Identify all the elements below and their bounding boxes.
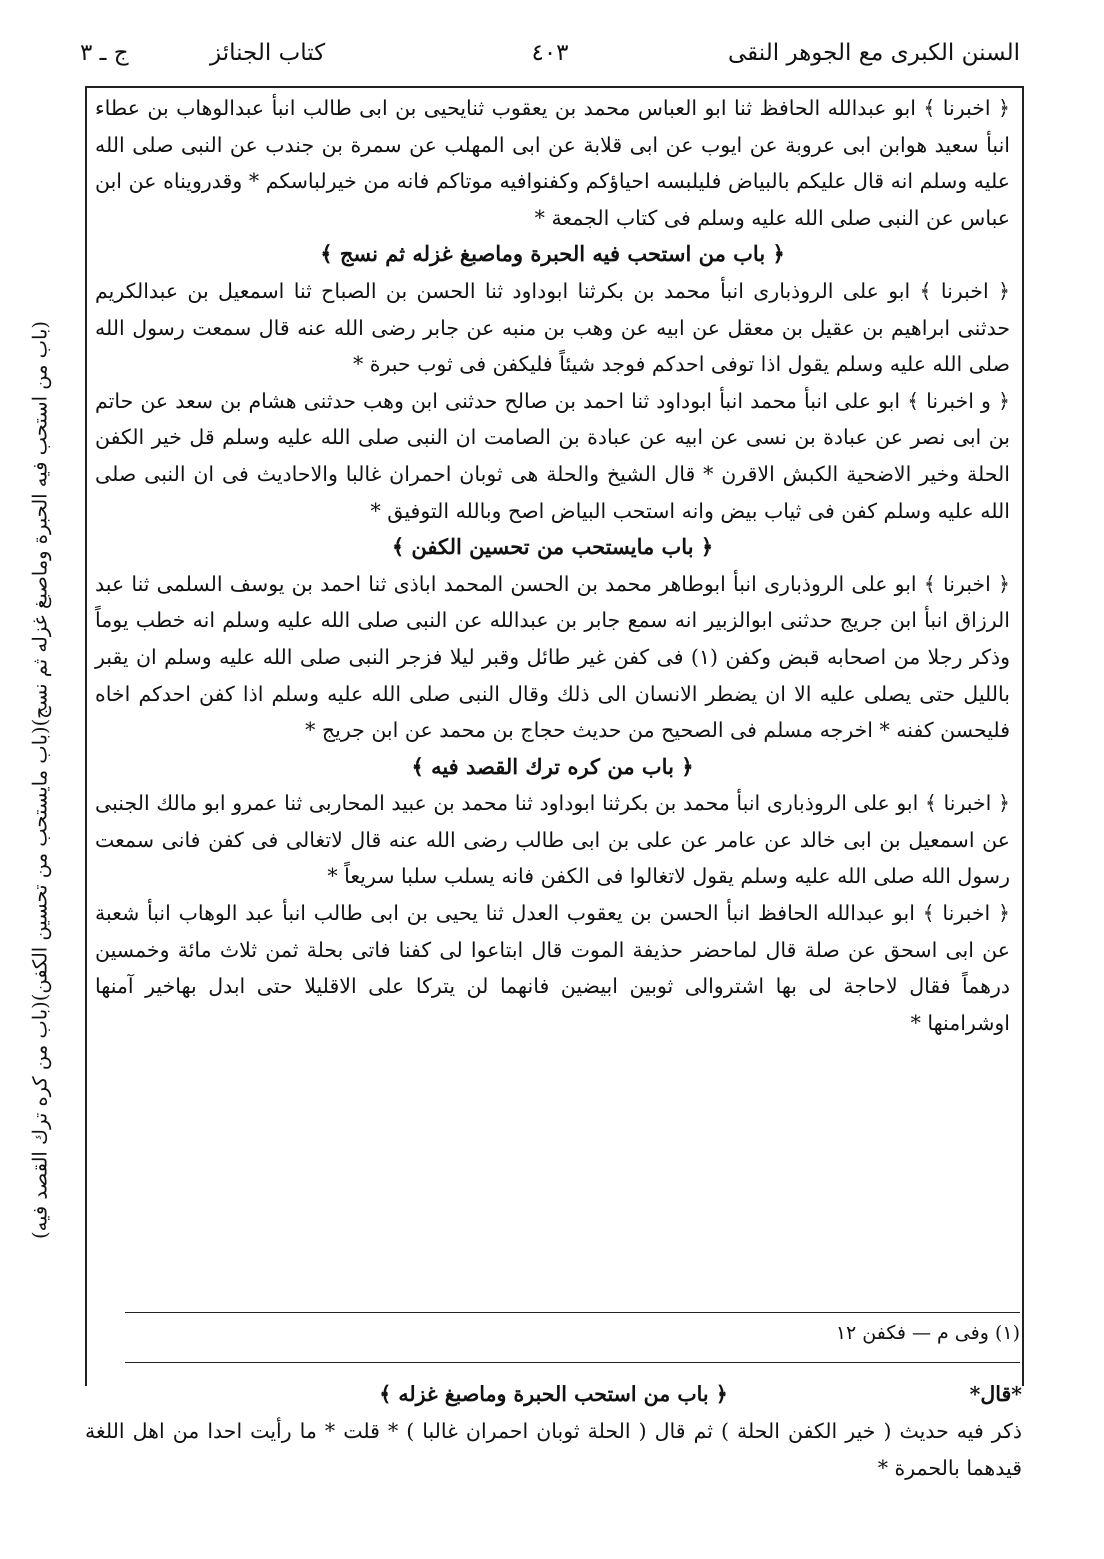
hadith-paragraph: ﴿ اخبرنا ﴾ ابو على الروذبارى انبأ محمد بن بكرثنا ابوداود ثنا محمد بن عبيد المحاربى ثنا عمرو ابو مالك الجنبى عن اسمعيل بن ابى خالد عن عامر عن على بن ابى طالب رضى الله عنه قال لاتغالى فى كفن فانى سمعت رسول الله صلى الله عليه وسلم يقول لاتغالوا فى الكفن فانه يسلب سلبا سريعاً * xyxy=(95,791,1010,889)
book-title: السنن الكبرى مع الجوهر النقى xyxy=(728,40,1020,66)
chapter-heading: ﴿ باب من كره ترك القصد فيه ﴾ xyxy=(411,753,694,779)
margin-chapter-index: (باب من استحب فيه الحبرة وماصبغ غزله ثم نسج)(باب مايستحب من تحسين الكفن)(باب من كره ترك القصد فيه) xyxy=(28,320,52,1240)
page-header xyxy=(80,38,1020,78)
commentary-label: *قال* xyxy=(969,1382,1022,1406)
hadith-paragraph: ﴿ اخبرنا ﴾ ابو عبدالله الحافظ ثنا ابو العباس محمد بن يعقوب ثنايحيى بن ابى طالب انبأ عبدالوهاب بن عطاء انبأ سعيد هوابن ابى عروبة عن ايوب عن ابى قلابة عن ابى المهلب عن سمرة بن جندب عن النبى صلى الله عليه وسلم انه قال عليكم بالبياض فليلبسه احياؤكم وكفنوافيه موتاكم فانه من خيرلباسكم * وقدرويناه عن ابن عباس عن النبى صلى الله عليه وسلم فى كتاب الجمعة * xyxy=(95,96,1010,230)
hadith-paragraph: ﴿ اخبرنا ﴾ ابو عبدالله الحافظ انبأ الحسن بن يعقوب العدل ثنا يحيى بن ابى طالب انبأ عبد الوهاب انبأ شعبة عن ابى اسحق عن صلة قال لماحضر حذيفة الموت قال ابتاعوا لى كفنا فاتى بحلة ثمن ثلاث مائة وخمسين درهماً فقال لاحاجة لى بها اشتروالى ثوبين ابيضين فانهما لن يتركا على الاقليلا حتى ابدل بهاخير آمنها اوشرامنها * xyxy=(95,901,1010,1035)
main-text xyxy=(95,90,1010,1041)
commentary-section xyxy=(85,1376,1022,1487)
section-title: كتاب الجنائز xyxy=(210,40,326,66)
commentary-heading-row xyxy=(85,1376,1022,1413)
commentary-divider xyxy=(125,1362,1020,1363)
footnote: (١) وفى م — فكفن ١٢ xyxy=(835,1322,1020,1344)
hadith-paragraph: ﴿ اخبرنا ﴾ ابو على الروذبارى انبأ محمد بن بكرثنا ابوداود ثنا الحسن بن الصباح ثنا اسمعيل بن عبدالكريم حدثنى ابراهيم بن عقيل بن معقل عن ابيه عن وهب بن منبه عن جابر رضى الله عنه قال سمعت رسول الله صلى الله عليه وسلم يقول اذا توفى احدكم فوجد شيئاً فليكفن فى ثوب حبرة * xyxy=(95,278,1010,377)
chapter-heading: ﴿ باب مايستحب من تحسين الكفن ﴾ xyxy=(391,534,714,560)
page-number: ٤٠٣ xyxy=(531,40,569,66)
commentary-text: ذكر فيه حديث ( خير الكفن الحلة ) ثم قال ( الحلة ثوبان احمران غالبا ) * قلت * ما رأيت احدا من اهل اللغة قيدهما بالحمرة * xyxy=(85,1419,1022,1480)
commentary-heading: ﴿ باب من استحب الحبرة وماصبغ غزله ﴾ xyxy=(379,1382,728,1406)
hadith-paragraph: ﴿ و اخبرنا ﴾ ابو على انبأ محمد انبأ ابوداود ثنا احمد بن صالح حدثنى ابن وهب حدثنى هشام بن سعد عن حاتم بن ابى نصر عن عبادة بن نسى عن ابيه عن عبادة بن الصامت ان النبى صلى الله عليه وسلم قل خير الكفن الحلة وخير الاضحية الكبش الاقرن * قال الشيخ والحلة هى ثوبان احمران غالبا والاحاديث فى ان النبى صلى الله عليه وسلم كفن فى ثياب بيض وانه استحب البياض اصح وبالله التوفيق * xyxy=(95,388,1010,523)
footnote-divider xyxy=(125,1312,1020,1313)
hadith-paragraph: ﴿ اخبرنا ﴾ ابو على الروذبارى انبأ ابوطاهر محمد بن الحسن المحمد اباذى ثنا احمد بن يوسف السلمى ثنا عبد الرزاق انبأ ابن جريج حدثنى ابوالزبير انه سمع جابر بن عبدالله عن النبى صلى الله عليه وسلم انه خطب يوماً وذكر رجلا من اصحابه قبض وكفن (١) فى كفن غير طائل وقبر ليلا فزجر النبى صلى الله عليه وسلم ان يقبر بالليل حتى يصلى عليه الا ان يضطر الانسان الى ذلك وقال النبى صلى الله عليه وسلم اذا كفن احدكم اخاه فليحسن كفنه * اخرجه مسلم فى الصحيح من حديث حجاج بن محمد عن ابن جريج * xyxy=(95,571,1010,743)
chapter-heading: ﴿ باب من استحب فيه الحبرة وماصبغ غزله ثم نسج ﴾ xyxy=(320,241,785,267)
volume-number: ج ـ ٣ xyxy=(80,40,129,66)
